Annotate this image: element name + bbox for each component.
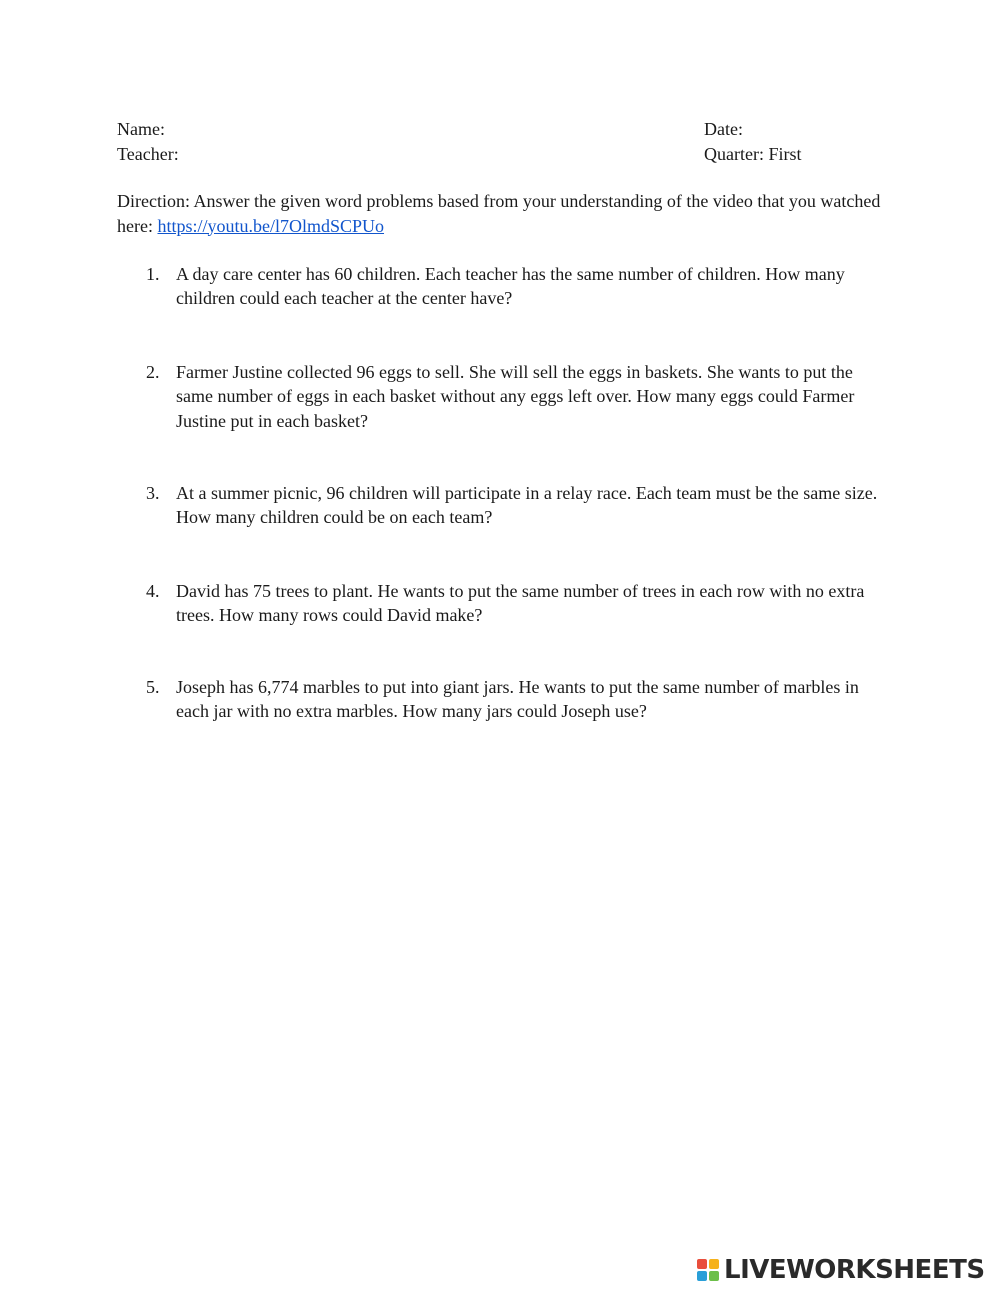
problem-text: Joseph has 6,774 marbles to put into giant jars. He wants to put the same number of marbles in each jar with no extra marbles. How many jars could Joseph use? — [176, 677, 859, 722]
liveworksheets-logo — [697, 1256, 995, 1284]
video-link[interactable]: https://youtu.be/l7OlmdSCPUo — [157, 215, 385, 236]
name-label: Name: — [117, 119, 165, 139]
logo-square — [697, 1271, 707, 1281]
problem-item — [146, 579, 886, 628]
logo-text: LIVEWORKSHEETS — [724, 1255, 985, 1285]
logo-square — [709, 1259, 719, 1269]
problem-number: 1. — [146, 264, 160, 284]
problem-text: At a summer picnic, 96 children will participate in a relay race. Each team must be the same size. How many children could be on each team? — [176, 483, 878, 528]
problem-text: A day care center has 60 children. Each teacher has the same number of children. How many children could each teacher at the center have? — [176, 264, 845, 309]
date-label: Date: — [704, 119, 743, 139]
problem-text: Farmer Justine collected 96 eggs to sell. She will sell the eggs in baskets. She wants to put the same number of eggs in each basket without any eggs left over. How many eggs could Farmer Justine put in each basket? — [176, 362, 855, 431]
problem-number: 5. — [146, 677, 160, 697]
quarter-label: Quarter: First — [704, 144, 802, 164]
teacher-label: Teacher: — [117, 144, 179, 164]
problem-item — [146, 675, 886, 724]
problem-text: David has 75 trees to plant. He wants to put the same number of trees in each row with no extra trees. How many rows could David make? — [176, 581, 865, 626]
problem-number: 3. — [146, 483, 160, 503]
logo-square — [709, 1271, 719, 1281]
direction-paragraph — [117, 189, 897, 238]
problem-item — [146, 262, 886, 311]
problem-item — [146, 360, 886, 433]
problem-item — [146, 481, 886, 530]
problem-number: 2. — [146, 362, 160, 382]
logo-mark-icon — [697, 1259, 719, 1281]
logo-square — [697, 1259, 707, 1269]
direction-text: Direction: Answer the given word problems based from your understanding of the video that you watched here: — [117, 191, 881, 236]
problem-number: 4. — [146, 581, 160, 601]
